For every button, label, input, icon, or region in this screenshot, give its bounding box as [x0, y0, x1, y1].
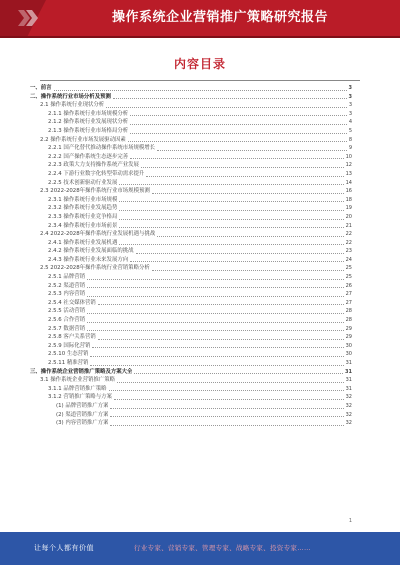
toc-leader-dots — [87, 329, 344, 331]
toc-entry[interactable] — [30, 290, 352, 299]
toc-entry-page: 3 — [348, 93, 352, 100]
toc-entry[interactable] — [30, 118, 352, 127]
toc-entry-page: 29 — [345, 334, 352, 341]
toc-entry[interactable] — [30, 230, 352, 239]
toc-leader-dots — [119, 218, 343, 220]
toc-entry-text: 2.5.3 内容营销 — [48, 291, 85, 298]
toc-entry-page: 22 — [345, 231, 352, 238]
toc-entry[interactable] — [30, 273, 352, 282]
report-header — [0, 0, 400, 36]
table-of-contents — [30, 84, 352, 428]
toc-entry-page: 19 — [345, 205, 352, 212]
toc-leader-dots — [119, 183, 343, 185]
report-title: 操作系统企业营销推广策略研究报告 — [111, 10, 328, 25]
toc-entry-page: 32 — [345, 402, 352, 409]
toc-entry-page: 3 — [348, 110, 352, 117]
toc-divider — [40, 80, 360, 81]
toc-leader-dots — [106, 106, 347, 108]
toc-leader-dots — [110, 424, 343, 426]
toc-entry-page: 29 — [345, 325, 352, 332]
toc-entry-page: 8 — [348, 136, 352, 143]
toc-entry-text: 2.4 2022-2028年操作系统行业发展机遇与挑战 — [40, 231, 156, 238]
toc-entry-text: 一、前言 — [30, 85, 52, 91]
header-chevron-icon — [18, 10, 40, 26]
toc-entry-text: 2.2.2 国产操作系统生态逐步完善 — [48, 153, 129, 160]
toc-entry-text: 2.3.1 操作系统行业市场规模 — [48, 196, 118, 203]
toc-entry-page: 26 — [345, 282, 352, 289]
toc-leader-dots — [87, 321, 344, 323]
toc-leader-dots — [90, 355, 343, 357]
toc-leader-dots — [130, 114, 347, 116]
toc-entry-text: 2.3.4 操作系统行业市场前景 — [48, 222, 118, 229]
toc-entry-text: 2.5.8 客户关系营销 — [48, 334, 96, 341]
toc-entry-text: 3.1.2 营销推广策略与方案 — [48, 394, 112, 401]
header-divider — [0, 36, 400, 38]
toc-entry[interactable] — [30, 101, 352, 110]
toc-leader-dots — [98, 338, 344, 340]
toc-leader-dots — [130, 157, 344, 159]
toc-entry-page: 32 — [345, 420, 352, 427]
toc-entry-page: 10 — [345, 153, 352, 160]
toc-leader-dots — [152, 269, 344, 271]
toc-entry-text: 2.5.9 国际化营销 — [48, 342, 91, 349]
toc-entry-page: 32 — [345, 411, 352, 418]
toc-leader-dots — [130, 260, 344, 262]
toc-entry[interactable] — [30, 316, 352, 325]
toc-entry-page: 12 — [345, 162, 352, 169]
toc-entry-page: 14 — [345, 179, 352, 186]
toc-entry[interactable] — [30, 136, 352, 145]
toc-entry[interactable] — [30, 187, 352, 196]
toc-entry[interactable] — [30, 222, 352, 231]
toc-entry-text: 2.5.11 精准营销 — [48, 360, 89, 366]
toc-entry-text: 2.2.4 下游行业数字化转型带动需求提升 — [48, 170, 145, 177]
toc-entry-text: 2.1.3 操作系统行业市场格局分析 — [48, 127, 129, 134]
toc-leader-dots — [119, 200, 343, 202]
toc-entry[interactable] — [30, 153, 352, 162]
toc-leader-dots — [90, 364, 343, 366]
toc-entry[interactable] — [30, 264, 352, 273]
toc-entry-text: 2.5.7 数据营销 — [48, 325, 85, 332]
toc-entry-page: 30 — [345, 351, 352, 358]
toc-leader-dots — [152, 192, 344, 194]
toc-entry-text: 2.5.5 活动营销 — [48, 308, 85, 315]
toc-entry[interactable] — [30, 299, 352, 308]
toc-entry-page: 13 — [345, 170, 352, 177]
toc-entry-text: 2.3 2022-2028年操作系统行业市场规模预测 — [40, 188, 150, 195]
toc-entry[interactable] — [30, 325, 352, 334]
toc-entry-page: 24 — [345, 256, 352, 263]
toc-entry[interactable] — [30, 359, 352, 368]
toc-leader-dots — [157, 235, 343, 237]
toc-entry[interactable] — [30, 333, 352, 342]
toc-leader-dots — [146, 175, 343, 177]
toc-entry-text: 2.3.2 操作系统行业发展趋势 — [48, 205, 118, 212]
toc-entry[interactable] — [30, 110, 352, 119]
toc-entry[interactable] — [30, 144, 352, 153]
toc-leader-dots — [130, 123, 347, 125]
toc-entry[interactable] — [30, 93, 352, 102]
toc-entry-text: 2.4.1 操作系统行业发展机遇 — [48, 239, 118, 246]
toc-entry[interactable] — [30, 307, 352, 316]
toc-entry[interactable] — [30, 376, 352, 385]
toc-entry-text: (1) 品牌营销推广方案 — [56, 402, 109, 409]
toc-entry-page: 25 — [345, 265, 352, 272]
toc-entry-text: 2.1.2 操作系统行业发展现状分析 — [48, 119, 129, 126]
toc-entry-page: 25 — [345, 274, 352, 281]
toc-entry-text: 2.2.3 政策大力支持操作系统产业发展 — [48, 162, 139, 169]
toc-entry-text: 3.1 操作系统企业营销推广策略 — [40, 377, 115, 384]
toc-entry[interactable] — [30, 402, 352, 411]
toc-entry[interactable] — [30, 419, 352, 428]
toc-leader-dots — [109, 389, 344, 391]
toc-leader-dots — [87, 278, 344, 280]
toc-entry-page: 27 — [345, 291, 352, 298]
toc-entry-text: 2.1 操作系统行业现状分析 — [40, 102, 105, 109]
toc-leader-dots — [119, 243, 343, 245]
toc-leader-dots — [128, 140, 347, 142]
toc-entry-text: 2.2.5 技术创新驱动行业发展 — [48, 179, 118, 186]
toc-entry-text: 三、操作系统企业营销推广策略及方案大全 — [30, 368, 133, 375]
toc-entry-text: 2.5.1 品牌营销 — [48, 274, 85, 281]
toc-entry[interactable] — [30, 350, 352, 359]
toc-entry[interactable] — [30, 247, 352, 256]
toc-leader-dots — [157, 149, 347, 151]
toc-entry[interactable] — [30, 204, 352, 213]
toc-leader-dots — [114, 398, 344, 400]
toc-entry[interactable] — [30, 161, 352, 170]
toc-entry-page: 16 — [345, 188, 352, 195]
toc-entry-text: 二、操作系统行业市场分析及预测 — [30, 93, 111, 100]
toc-entry-text: 2.2 操作系统行业市场发展驱动因素 — [40, 136, 126, 143]
toc-entry-page: 22 — [345, 239, 352, 246]
page-number: 1 — [348, 518, 352, 524]
toc-entry[interactable] — [30, 256, 352, 265]
toc-entry[interactable] — [30, 385, 352, 394]
toc-entry[interactable] — [30, 127, 352, 136]
toc-entry[interactable] — [30, 239, 352, 248]
toc-entry-page: 27 — [345, 299, 352, 306]
toc-entry-page: 31 — [345, 377, 352, 384]
toc-entry-text: 2.5.10 生态营销 — [48, 351, 89, 358]
toc-entry-text: (2) 渠道营销推广方案 — [56, 411, 109, 418]
toc-entry-text: 2.2.1 国产化替代推动操作系统市场规模增长 — [48, 145, 156, 152]
toc-entry-page: 3 — [348, 102, 352, 109]
toc-entry-page: 30 — [345, 342, 352, 349]
toc-entry-page: 3 — [348, 85, 352, 91]
toc-heading: 内容目录 — [173, 57, 226, 71]
toc-entry[interactable] — [30, 84, 352, 93]
toc-leader-dots — [134, 372, 343, 374]
toc-entry-page: 28 — [345, 317, 352, 324]
toc-leader-dots — [136, 252, 344, 254]
toc-leader-dots — [87, 312, 344, 314]
report-footer — [0, 532, 400, 565]
toc-leader-dots — [141, 166, 344, 168]
toc-entry-text: 2.5.4 社交媒体营销 — [48, 299, 96, 306]
toc-entry[interactable] — [30, 282, 352, 291]
toc-entry-page: 31 — [345, 360, 352, 366]
toc-entry-text: 2.5.6 合作营销 — [48, 317, 85, 324]
toc-entry[interactable] — [30, 213, 352, 222]
toc-entry-page: 32 — [345, 394, 352, 401]
toc-entry-page: 23 — [345, 248, 352, 255]
toc-entry[interactable] — [30, 170, 352, 179]
toc-leader-dots — [119, 209, 343, 211]
toc-leader-dots — [98, 303, 344, 305]
toc-leader-dots — [113, 97, 347, 99]
toc-leader-dots — [117, 381, 344, 383]
toc-entry-text: (3) 内容营销推广方案 — [56, 420, 109, 427]
toc-leader-dots — [110, 407, 343, 409]
toc-entry-page: 28 — [345, 308, 352, 315]
toc-leader-dots — [87, 286, 344, 288]
toc-entry-page: 31 — [345, 385, 352, 392]
toc-entry-text: 2.1.1 操作系统行业市场规模分析 — [48, 110, 129, 117]
toc-entry-text: 3.1.1 品牌营销推广策略 — [48, 385, 107, 392]
toc-entry[interactable] — [30, 368, 352, 377]
footer-slogan: 让每个人都有价值 — [34, 544, 94, 552]
toc-entry[interactable] — [30, 179, 352, 188]
toc-entry-page: 9 — [348, 145, 352, 152]
toc-leader-dots — [92, 346, 343, 348]
toc-entry-page: 20 — [345, 213, 352, 220]
toc-entry-page: 31 — [345, 368, 352, 375]
toc-leader-dots — [87, 295, 344, 297]
toc-entry-page: 4 — [348, 119, 352, 126]
toc-entry[interactable] — [30, 196, 352, 205]
toc-entry[interactable] — [30, 342, 352, 351]
toc-entry-text: 2.5.2 渠道营销 — [48, 282, 85, 289]
toc-entry[interactable] — [30, 411, 352, 420]
toc-entry-page: 18 — [345, 196, 352, 203]
toc-entry-page: 21 — [345, 222, 352, 229]
toc-leader-dots — [130, 132, 347, 134]
footer-experts: 行业专家、营销专家、管理专家、战略专家、投资专家…… — [134, 544, 311, 552]
toc-entry[interactable] — [30, 393, 352, 402]
toc-entry-text: 2.4.2 操作系统行业发展面临的挑战 — [48, 248, 134, 255]
toc-leader-dots — [119, 226, 343, 228]
toc-leader-dots — [54, 89, 347, 91]
toc-entry-text: 2.4.3 操作系统行业未来发展方向 — [48, 256, 129, 263]
toc-entry-text: 2.3.3 操作系统行业竞争格局 — [48, 213, 118, 220]
toc-leader-dots — [110, 415, 343, 417]
toc-entry-text: 2.5 2022-2028年操作系统行业营销策略分析 — [40, 265, 150, 272]
toc-entry-page: 5 — [348, 127, 352, 134]
